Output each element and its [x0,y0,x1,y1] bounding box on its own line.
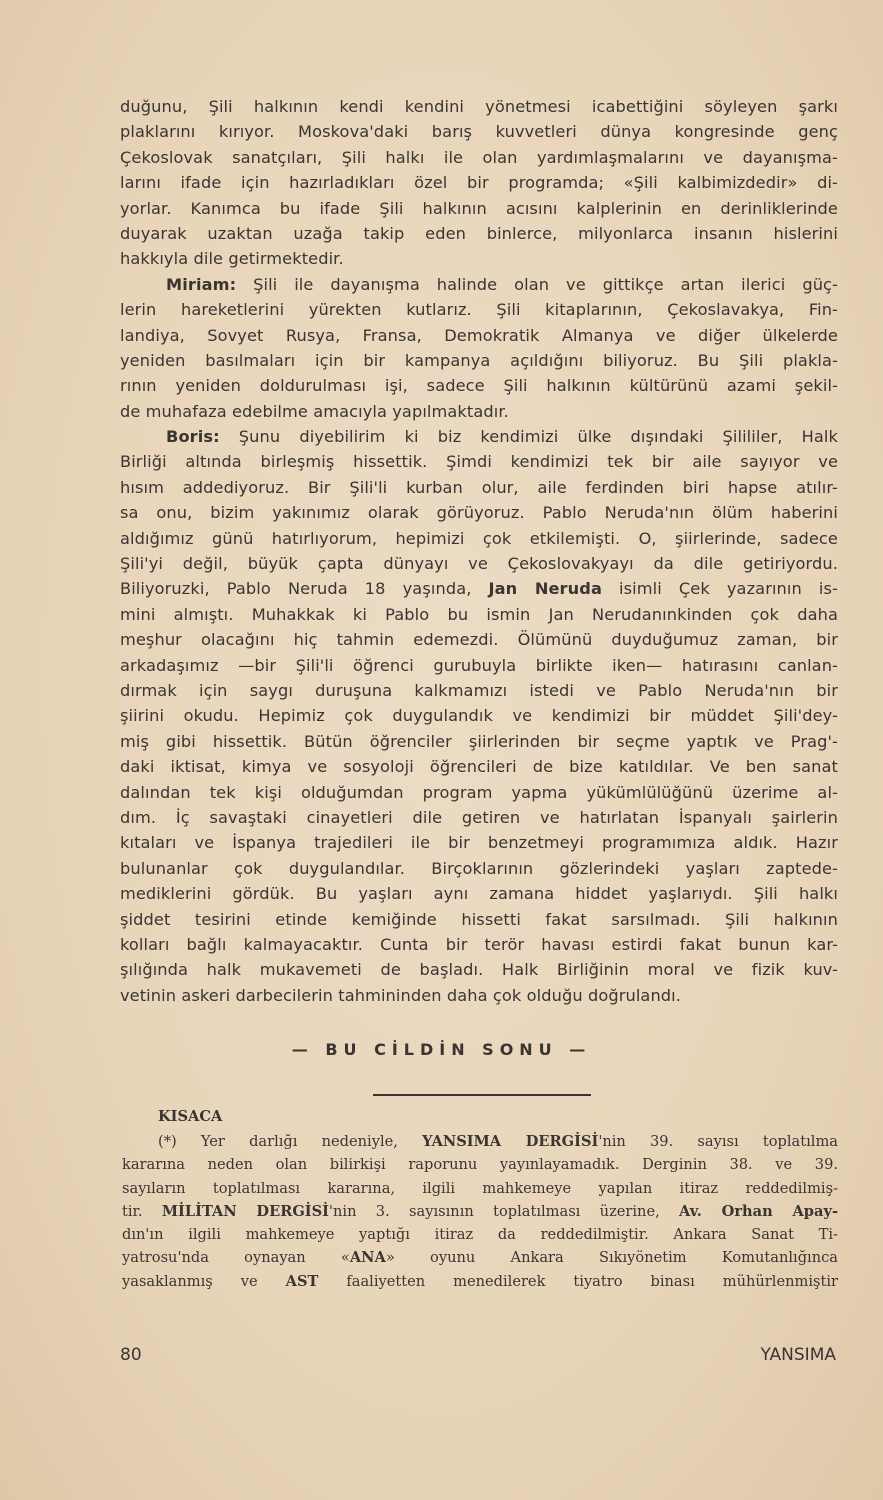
text-segment: meşhur olacağını hiç tahmin edemezdi. Ölümünü duyduğumuz zaman, bir [120,630,838,650]
text-segment: kolları bağlı kalmayacaktır. Cunta bir terör havası estirdi fakat bunun kar- [120,934,838,954]
text-line [120,602,838,627]
text-line [120,399,838,424]
text-segment: kararına neden olan bilirkişi raporunu yayınlayamadık. Derginin 38. ve 39. [122,1156,838,1174]
text-line [120,323,838,348]
page-number: 80 [120,1345,142,1365]
text-segment: (*) Yer darlığı nedeniyle, [158,1133,423,1150]
bold-text: ANA [349,1249,386,1267]
text-segment: şiirini okudu. Hepimiz çok duygulandık ve kendimizi bir müddet Şili'dey- [120,706,838,726]
text-line [120,551,838,576]
text-line [120,830,838,855]
bold-text: Miriam: [166,274,237,294]
text-line [120,856,838,881]
text-line [120,780,838,805]
text-line [122,1153,838,1176]
text-segment: şılığında halk mukavemeti de başladı. Halk Birliğinin moral ve fizik kuv- [120,960,838,980]
main-text [120,94,838,1008]
text-segment: dırmak için saygı duruşuna kalkmamızı istedi ve Pablo Neruda'nın bir [120,680,838,700]
text-line [120,196,838,221]
text-line [120,119,838,144]
text-segment: landiya, Sovyet Rusya, Fransa, Demokratik Almanya ve diğer ülkelerde [120,325,838,345]
text-segment: 'nin 39. sayısı toplatılma [598,1133,838,1150]
text-line [120,576,838,601]
text-segment: isimli Çek yazarının is- [601,579,838,599]
bold-text: MİLİTAN DERGİSİ [161,1202,329,1220]
text-segment: dım. İç savaştaki cinayetleri dile getiren ve hatırlatan İspanyalı şairlerin [120,807,838,827]
text-segment: Biliyoruzki, Pablo Neruda 18 yaşında, [120,579,489,599]
text-line [120,907,838,932]
text-segment: yeniden basılmaları için bir kampanya açıldığını biliyoruz. Bu Şili plakla- [120,350,838,370]
bold-text: AST [285,1272,319,1290]
text-segment: tir. [122,1202,162,1220]
text-line [122,1130,838,1153]
text-line [120,653,838,678]
text-segment: sa onu, bizim yakınımız olarak görüyoruz. Pablo Neruda'nın ölüm haberini [120,503,838,523]
text-line [120,703,838,728]
text-segment: yasaklanmış ve [122,1272,286,1290]
text-line [120,500,838,525]
text-line [120,526,838,551]
magazine-name: YANSIMA [760,1345,836,1365]
text-segment: hısım addediyoruz. Bir Şili'li kurban olur, aile ferdinden biri hapse atılır- [120,477,838,497]
text-line [120,805,838,830]
text-segment: yatrosu'nda oynayan « [122,1249,350,1267]
bold-text: Jan Neruda [488,579,602,599]
text-line [122,1223,838,1246]
text-segment: faaliyetten menedilerek tiyatro binası mühürlenmiştir [318,1272,838,1290]
text-segment: miş gibi hissettik. Bütün öğrenciler şiirlerinden bir seçme yaptık ve Prag'- [120,731,838,751]
footnote-title: KISACA [158,1108,223,1125]
text-segment: plaklarını kırıyor. Moskova'daki barış kuvvetleri dünya kongresinde genç [120,122,838,142]
text-segment: kıtaları ve İspanya trajedileri ile bir benzetmeyi programımıza aldık. Hazır [120,833,838,853]
text-line [122,1177,838,1200]
text-segment: 'nin 3. sayısının toplatılması üzerine, [329,1202,680,1220]
text-segment: Şili ile dayanışma halinde olan ve gittikçe artan ilerici güç- [236,274,838,294]
text-segment: duğunu, Şili halkının kendi kendini yönetmesi icabettiğini söyleyen şarkı [120,97,838,116]
text-segment: de muhafaza edebilme amacıyla yapılmaktadır. [120,401,509,421]
text-line [120,221,838,246]
text-segment: vetinin askeri darbecilerin tahmininden daha çok olduğu doğrulandı. [120,985,682,1005]
text-segment: lerin hareketlerini yürekten kutlarız. Şili kitaplarının, Çekoslavakya, Fin- [120,300,838,320]
text-segment: » oyunu Ankara Sıkıyönetim Komutanlığınca [385,1249,838,1267]
text-segment: Şunu diyebilirim ki biz kendimizi ülke dışındaki Şilililer, Halk [219,427,838,447]
text-segment: Çekoslovak sanatçıları, Şili halkı ile olan yardımlaşmalarını ve dayanışma- [120,147,838,167]
text-line [120,272,838,297]
text-segment: mediklerini gördük. Bu yaşları aynı zamana hiddet yaşlarıydı. Şili halkı [120,884,838,904]
text-line [120,373,838,398]
text-line [120,145,838,170]
bold-text: YANSIMA DERGİSİ [422,1133,599,1150]
text-segment: arkadaşımız —bir Şili'li öğrenci gurubuyla birlikte iken— hatırasını canlan- [120,655,838,675]
text-segment: duyarak uzaktan uzağa takip eden binlerce, milyonlarca insanın hislerini [120,223,838,243]
text-segment: hakkıyla dile getirmektedir. [120,249,344,269]
text-line [120,729,838,754]
text-segment: Şili'yi değil, büyük çapta dünyayı ve Çekoslovakyayı da dile getiriyordu. [120,554,838,574]
text-line [120,424,838,449]
text-line [120,348,838,373]
text-segment: aldığımız günü hatırlıyorum, hepimizi çok etkilemişti. O, şiirlerinde, sadece [120,528,838,548]
text-line [120,627,838,652]
text-segment: yorlar. Kanımca bu ifade Şili halkının acısını kalplerinin en derinliklerinde [120,198,838,218]
text-line [122,1246,838,1269]
text-segment: bulunanlar çok duygulandılar. Birçoklarının gözlerindeki yaşları zaptede- [120,858,838,878]
text-line [120,957,838,982]
text-segment: Birliği altında birleşmiş hissettik. Şimdi kendimizi tek bir aile sayıyor ve [120,452,838,472]
text-segment: rının yeniden doldurulması işi, sadece Şili halkının kültürünü azami şekil- [120,376,838,396]
bold-text: Boris: [166,427,220,447]
text-line [120,932,838,957]
text-line [120,475,838,500]
end-of-volume-heading: — BU CİLDİN SONU — [291,1040,592,1059]
text-line [120,246,838,271]
text-line [122,1270,838,1293]
footnote-kisaca [122,1104,838,1293]
text-segment: mini almıştı. Muhakkak ki Pablo bu ismin Jan Nerudanınkinden çok daha [120,604,838,624]
text-line [120,678,838,703]
text-segment: dın'ın ilgili mahkemeye yaptığı itiraz da reddedilmiştir. Ankara Sanat Ti- [122,1226,838,1244]
text-line [120,449,838,474]
text-line [120,94,838,119]
text-line [122,1200,838,1223]
bold-text: Av. Orhan Apay- [679,1202,838,1220]
text-line [120,297,838,322]
text-segment: daki iktisat, kimya ve sosyoloji öğrencileri de bize katıldılar. Ve ben sanat [120,757,838,777]
divider-rule [373,1094,591,1096]
text-line [120,754,838,779]
text-segment: şiddet tesirini etinde kemiğinde hissetti fakat sarsılmadı. Şili halkının [120,909,838,929]
text-line [120,881,838,906]
text-segment: larını ifade için hazırladıkları özel bir programda; «Şili kalbimizdedir» di- [120,173,838,193]
text-line [120,983,838,1008]
text-segment: sayıların toplatılması kararına, ilgili mahkemeye yapılan itiraz reddedilmiş- [122,1179,838,1197]
text-segment: dalından tek kişi olduğumdan program yapma yükümlülüğünü üzerime al- [120,782,838,802]
text-line [120,170,838,195]
